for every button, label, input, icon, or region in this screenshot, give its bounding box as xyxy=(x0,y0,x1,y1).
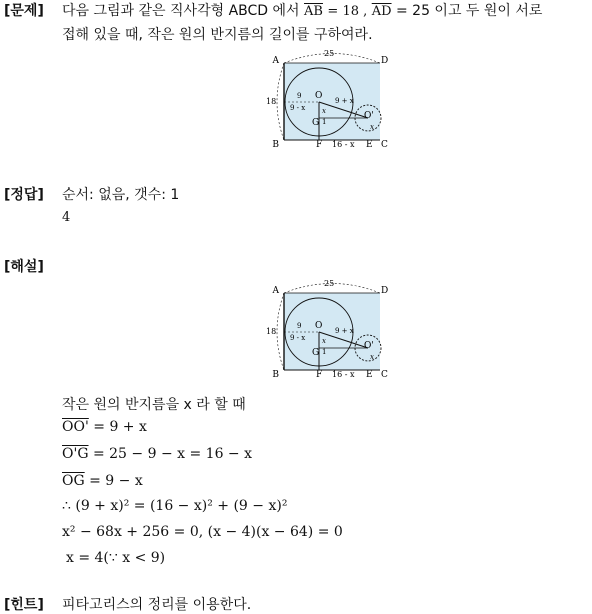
label-16-minus-x: 16 - x xyxy=(332,370,355,379)
label-9-plus-x: 9 + x xyxy=(335,97,354,105)
equation-solution: x = 4(∵ x < 9) xyxy=(66,550,166,566)
segment-o-prime-g: O'G xyxy=(62,446,89,462)
label-c: C xyxy=(381,140,388,150)
equation-oo-prime-value: = 9 + x xyxy=(93,419,147,435)
segment-og: $\overline{OG}$ xyxy=(62,473,85,489)
label-x-small: x xyxy=(370,353,374,361)
equation-o-prime-g-value: = 25 − 9 − x = 16 − x xyxy=(92,446,252,462)
label-x: x xyxy=(322,337,326,345)
equation-ad: = 25 이고 두 원이 서로 xyxy=(395,3,543,19)
label-e: E xyxy=(366,140,373,150)
problem-figure xyxy=(262,46,392,150)
problem-line-1 xyxy=(62,0,542,20)
equation-og-value: = 9 − x xyxy=(89,473,143,489)
label-g: G xyxy=(312,348,320,358)
equation-pythagoras: ∴ (9 + x)² = (16 − x)² + (9 − x)² xyxy=(62,498,288,514)
equation-o-prime-g xyxy=(62,446,252,462)
label-1: 1 xyxy=(322,118,327,126)
explanation-intro: 작은 원의 반지름을 x 라 할 때 xyxy=(62,397,246,413)
segment-oo-prime: OO' xyxy=(62,419,89,435)
label-length-left: 18 xyxy=(266,327,277,336)
label-a: A xyxy=(272,56,279,66)
label-x-small: x xyxy=(370,123,374,131)
label-9-minus-x: 9 - x xyxy=(290,334,306,342)
label-o-prime: O' xyxy=(364,341,374,351)
label-length-top: 25 xyxy=(324,49,335,58)
problem-text-prefix: 다음 그림과 같은 직사각형 ABCD 에서 xyxy=(62,3,300,19)
label-radius-9: 9 xyxy=(297,322,302,330)
label-b: B xyxy=(272,140,279,150)
label-a: A xyxy=(272,286,279,296)
left-dimension-arc xyxy=(277,63,284,140)
hint-tag: [힌트] xyxy=(4,597,44,613)
answer-meta: 순서: 없음, 갯수: 1 xyxy=(62,187,180,203)
label-o: O xyxy=(315,91,323,101)
left-dimension-arc xyxy=(277,293,284,370)
equation-og xyxy=(62,473,143,489)
label-16-minus-x: 16 - x xyxy=(332,140,355,149)
answer-value: 4 xyxy=(62,210,71,225)
label-radius-9: 9 xyxy=(297,92,302,100)
equation-oo-prime xyxy=(62,419,147,435)
segment-ad: $\overline{AD}$ xyxy=(371,4,392,19)
label-9-plus-x: 9 + x xyxy=(335,327,354,335)
explanation-figure xyxy=(262,276,392,380)
label-o-prime: O' xyxy=(364,111,374,121)
label-f: F xyxy=(316,370,323,380)
problem-tag: [문제] xyxy=(4,3,44,19)
label-c: C xyxy=(381,370,388,380)
label-1: 1 xyxy=(322,348,327,356)
answer-tag: [정답] xyxy=(4,187,44,203)
problem-line-2: 접해 있을 때, 작은 원의 반지름의 길이를 구하여라. xyxy=(62,27,373,43)
label-b: B xyxy=(272,370,279,380)
label-d: D xyxy=(381,56,389,66)
equation-ab: = 18 , xyxy=(327,4,368,19)
hint-text: 피타고리스의 정리를 이용한다. xyxy=(62,597,252,613)
equation-quadratic: x² − 68x + 256 = 0, (x − 4)(x − 64) = 0 xyxy=(62,524,343,540)
explanation-tag: [해설] xyxy=(4,259,44,275)
label-length-left: 18 xyxy=(266,97,277,106)
label-x: x xyxy=(322,107,326,115)
label-g: G xyxy=(312,118,320,128)
label-f: F xyxy=(316,140,323,150)
label-d: D xyxy=(381,286,389,296)
segment-ab: $\overline{AB}$ xyxy=(304,4,323,19)
label-length-top: 25 xyxy=(324,279,335,288)
label-o: O xyxy=(315,321,323,331)
label-e: E xyxy=(366,370,373,380)
label-9-minus-x: 9 - x xyxy=(290,104,306,112)
